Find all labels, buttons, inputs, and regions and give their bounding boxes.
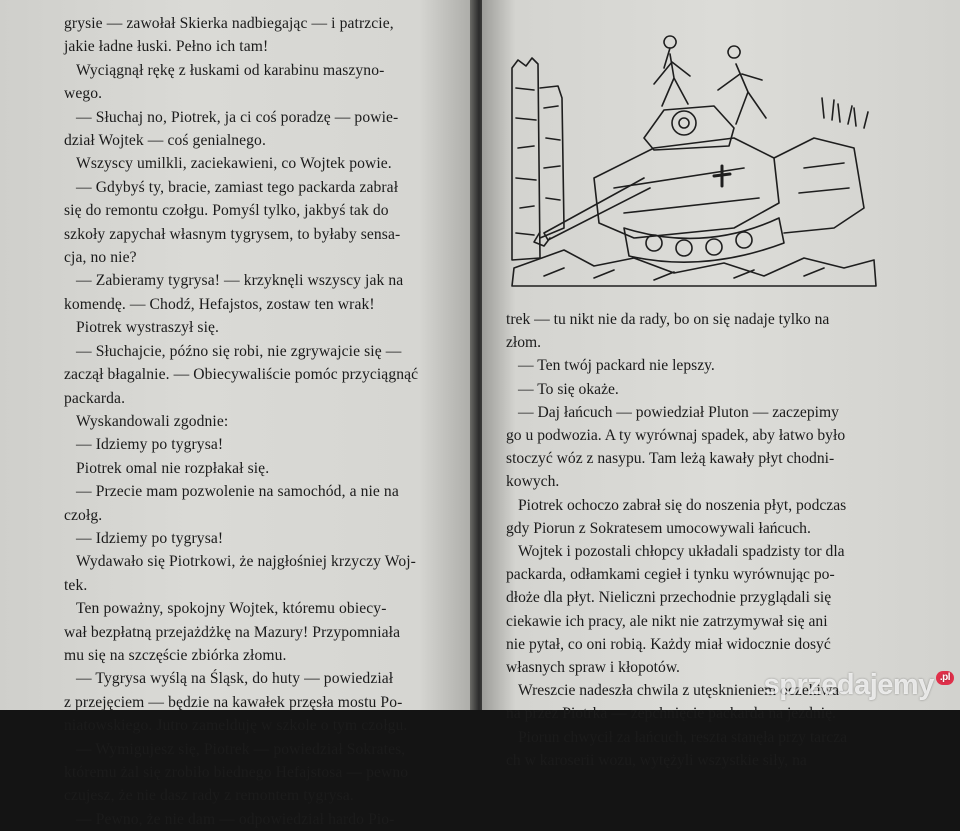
text-line: złom. (506, 334, 542, 352)
text-line: wał bezpłatną przejażdżkę na Mazury! Przypomniała (64, 623, 401, 641)
text-line: — Słuchajcie, późno się robi, nie zgrywajcie się — (76, 342, 402, 360)
text-line: Wyskandowali zgodnie: (76, 412, 229, 430)
text-line: — Idziemy po tygrysa! (76, 529, 224, 547)
text-line: ciekawie ich pracy, ale nikt nie zatrzymywał się ani (506, 612, 828, 630)
text-line: ch w karoserii wozu, wytężyli wszystkie siły, na (506, 751, 807, 769)
text-line: wego. (64, 85, 103, 103)
text-line: dział Wojtek — coś genialnego. (64, 132, 266, 150)
text-line: Wyciągnął rękę z łuskami od karabinu maszyno- (76, 61, 385, 79)
boy-figure-1 (654, 36, 690, 106)
text-line: Piorun chwycił za łańcuch, reszta stanęła przy tarcza (518, 728, 848, 746)
text-line: trek — tu nikt nie da rady, bo on się nadaje tylko na (506, 311, 830, 328)
watermark-logo (764, 669, 954, 702)
text-line: się do remontu czołgu. Pomyśl tylko, jakbyś tak do (64, 202, 389, 220)
text-line: gdy Piorun z Sokratesem umocowywali łańcuch. (506, 519, 811, 537)
text-line: packarda. (64, 389, 126, 407)
text-line: dłoże dla płyt. Nieliczni przechodnie przyglądali się (506, 589, 832, 607)
right-page-text (506, 308, 946, 772)
text-line: z przejęciem — będzie na kawałek przęsła mostu Po- (64, 693, 403, 711)
text-line: Piotrek wystraszył się. (76, 319, 220, 337)
tank-in-ruins-illustration (504, 28, 882, 290)
text-line: packarda, odłamkami cegieł i tynku wyrównując po- (506, 566, 835, 584)
tank-tracks (624, 218, 784, 262)
text-line: tek. (64, 576, 88, 594)
text-line: — Słuchaj no, Piotrek, ja ci coś poradzę — powie- (76, 108, 399, 126)
text-line: Wojtek i pozostali chłopcy układali spadzisty tor dla (518, 543, 845, 561)
text-line: Piotrek omal nie rozpłakał się. (76, 459, 270, 477)
text-line: Wszyscy umilkli, zaciekawieni, co Wojtek powie. (76, 155, 392, 173)
text-line: zaczął błagalnie. — Obiecywaliście pomóc przyciągnąć (64, 366, 419, 384)
text-line: — Idziemy po tygrysa! (76, 436, 224, 454)
tank-hull (594, 138, 779, 238)
text-line: grysie — zawołał Skierka nadbiegając — i patrzcie, (64, 15, 394, 32)
text-line: go u podwozia. A ty wyrównaj spadek, aby łatwo było (506, 427, 846, 445)
right-page (482, 0, 960, 769)
text-line: — Wymigujesz się, Piotrek — powiedział Sokrates, (76, 740, 406, 758)
text-line: — Ten twój packard nie lepszy. (518, 357, 715, 375)
text-line: czujesz, że nie dasz rady z remontem tygrysa. (64, 787, 354, 805)
text-line: Ten poważny, spokojny Wojtek, któremu obiecy- (76, 600, 387, 618)
text-line: stoczyć wóz z nasypu. Tam leżą kawały płyt chodni- (506, 450, 835, 468)
text-line: mu się na szczęście zbiórka złomu. (64, 646, 287, 664)
text-line: — Daj łańcuch — powiedział Pluton — zaczepimy (518, 403, 839, 421)
rubble (512, 250, 876, 286)
text-line: cja, no nie? (64, 249, 137, 267)
text-line: własnych spraw i kłopotów. (506, 659, 680, 677)
text-line: komendę. — Chodź, Hefajstos, zostaw ten wrak! (64, 295, 375, 313)
left-page (0, 0, 476, 828)
text-line: niatowskiego. Jutro zamelduję w szkole o tym czołgu. (64, 717, 408, 735)
text-line: — Zabieramy tygrysa! — krzyknęli wszyscy jak na (76, 272, 404, 290)
text-line: Wreszcie nadeszła chwila z utęsknieniem oczekiwa- (518, 682, 845, 700)
text-line: Wydawało się Piotrkowi, że najgłośniej krzyczy Woj- (76, 553, 416, 571)
boy-figure-2 (718, 46, 766, 124)
text-line: — To się okaże. (518, 380, 619, 398)
watermark-badge: .pl (936, 671, 954, 685)
watermark-text: sprzedajemy (763, 669, 934, 701)
text-line: czołg. (64, 506, 103, 524)
text-line: Piotrek ochoczo zabrał się do noszenia płyt, podczas (518, 496, 847, 514)
text-line: — Przecie mam pozwolenie na samochód, a nie na (76, 483, 399, 501)
text-line: — Tygrysa wyślą na Śląsk, do huty — powiedział (76, 670, 394, 688)
text-line: szkoły zapychał własnym tygrysem, to byłaby sensa- (64, 225, 401, 243)
text-line: na przez Piotrka — zepchnięcie packarda na jezdnię. (506, 705, 836, 723)
text-line: — Pewno, że nie dam — odpowiedział hardo Pio- (76, 810, 395, 828)
text-line: któremu żal się zrobiło biednego Hefajstosa — pewno (64, 764, 409, 781)
text-line: nie pytał, co oni robią. Każdy miał widocznie dosyć (506, 635, 831, 653)
text-line: kowych. (506, 473, 560, 491)
text-line: — Gdybyś ty, bracie, zamiast tego packarda zabrał (76, 178, 399, 196)
text-line: jakie ładne łuski. Pełno ich tam! (64, 38, 269, 56)
